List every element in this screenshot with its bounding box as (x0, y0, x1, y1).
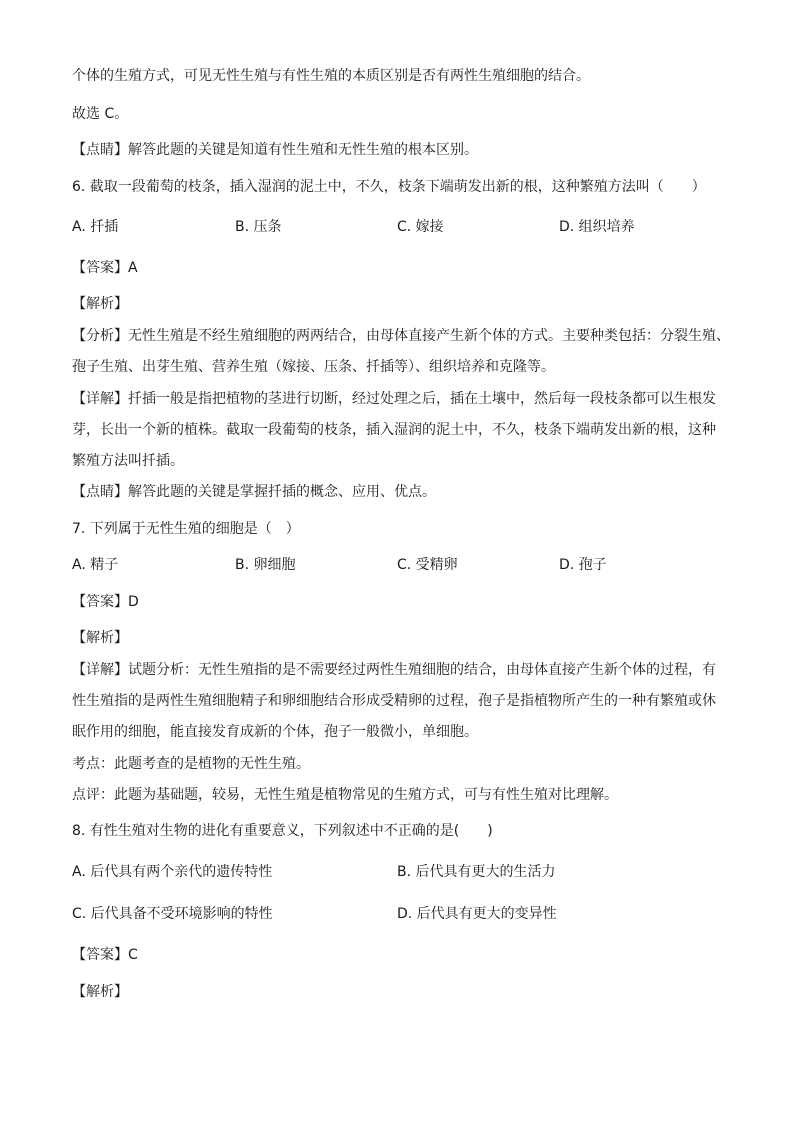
q5-choice: 故选 C。 (72, 106, 129, 122)
q7-analysis-label: 【解析】 (72, 630, 128, 646)
q6-option-a: A. 扦插 (72, 219, 119, 235)
q6-analysis-line: 【详解】扦插一般是指把植物的茎进行切断，经过处理之后，插在土壤中，然后每一段枝条都可以生根发 (72, 391, 716, 407)
q8-option-c: C. 后代具备不受环境影响的特性 (72, 906, 273, 922)
q7-option-d: D. 孢子 (559, 557, 607, 573)
q7-analysis-line: 【详解】试题分析：无性生殖指的是不需要经过两性生殖细胞的结合，由母体直接产生新个体的过程，有 (72, 662, 716, 678)
q6-option-d: D. 组织培养 (559, 219, 635, 235)
q7-stem: 7. 下列属于无性生殖的细胞是（ ） (72, 521, 300, 537)
q7-answer: 【答案】D (72, 594, 139, 610)
q6-option-b: B. 压条 (235, 219, 282, 235)
q6-analysis-line: 孢子生殖、出芽生殖、营养生殖（嫁接、压条、扦插等）、组织培养和克隆等。 (72, 359, 555, 375)
q8-option-d: D. 后代具有更大的变异性 (397, 906, 557, 922)
q8-option-a: A. 后代具有两个亲代的遗传特性 (72, 864, 273, 880)
q8-option-b: B. 后代具有更大的生活力 (397, 864, 556, 880)
q6-analysis-line: 繁殖方法叫扦插。 (72, 453, 184, 469)
q7-option-a: A. 精子 (72, 557, 119, 573)
q7-option-c: C. 受精卵 (397, 557, 458, 573)
q7-analysis-line: 点评：此题为基础题，较易，无性生殖是植物常见的生殖方式，可与有性生殖对比理解。 (72, 787, 618, 803)
q6-analysis-line: 【点睛】解答此题的关键是掌握扦插的概念、应用、优点。 (72, 484, 436, 500)
q6-analysis-line: 【分析】无性生殖是不经生殖细胞的两两结合，由母体直接产生新个体的方式。主要种类包括：分裂生殖、 (72, 328, 730, 344)
q5-point: 【点睛】解答此题的关键是知道有性生殖和无性生殖的根本区别。 (72, 142, 478, 158)
q6-stem: 6. 截取一段葡萄的枝条，插入湿润的泥土中，不久，枝条下端萌发出新的根，这种繁殖方法叫（ ） (72, 179, 706, 195)
q6-analysis-line: 芽，长出一个新的植株。截取一段葡萄的枝条，插入湿润的泥土中，不久，枝条下端萌发出新的根，这种 (72, 422, 716, 438)
q8-analysis-label: 【解析】 (72, 984, 128, 1000)
q6-answer: 【答案】A (72, 260, 138, 276)
q8-stem: 8. 有性生殖对生物的进化有重要意义，下列叙述中不正确的是( ) (72, 823, 493, 839)
q6-option-c: C. 嫁接 (397, 219, 444, 235)
q7-option-b: B. 卵细胞 (235, 557, 296, 573)
q7-analysis-line: 眠作用的细胞，能直接发育成新的个体，孢子一般微小，单细胞。 (72, 724, 478, 740)
q8-answer: 【答案】C (72, 947, 138, 963)
q7-analysis-line: 性生殖指的是两性生殖细胞精子和卵细胞结合形成受精卵的过程，孢子是指植物所产生的一种有繁殖或休 (72, 693, 716, 709)
q7-analysis-line: 考点：此题考查的是植物的无性生殖。 (72, 756, 310, 772)
q6-analysis-label: 【解析】 (72, 296, 128, 312)
q5-explanation-line: 个体的生殖方式，可见无性生殖与有性生殖的本质区别是否有两性生殖细胞的结合。 (72, 68, 590, 84)
